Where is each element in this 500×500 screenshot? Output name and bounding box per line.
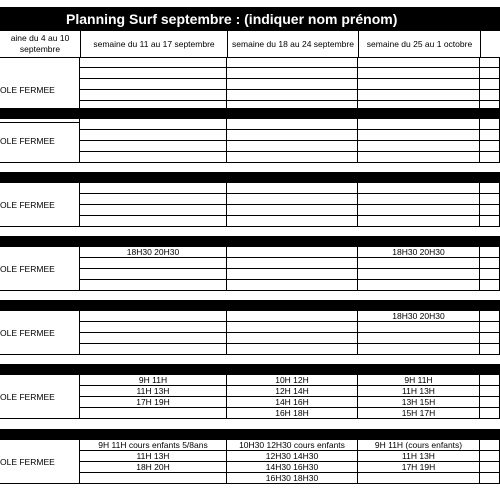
time-slot-cell[interactable]: 10H 12H [227,375,357,386]
time-slot-cell[interactable]: 9H 11H cours enfants 5/8ans [80,440,226,451]
time-slot-cell[interactable] [480,90,499,101]
time-slot-cell[interactable]: 18H30 20H30 [80,247,226,258]
time-slot-cell[interactable] [358,205,479,216]
time-slot-cell[interactable] [480,130,499,141]
time-slot-cell[interactable] [80,408,226,419]
time-slot-cell[interactable] [227,119,357,130]
time-slot-cell[interactable]: 15H 17H [358,408,479,419]
week-column [358,57,480,112]
day-block [0,108,500,163]
time-slot-cell[interactable] [480,473,499,484]
week-column [80,57,227,112]
day-separator-band [0,300,500,311]
week-header-row [0,31,500,58]
time-slot-cell[interactable] [80,311,226,322]
time-slot-cell[interactable] [480,375,499,386]
time-slot-cell[interactable] [227,130,357,141]
time-slot-cell[interactable] [480,194,499,205]
week-column [80,119,227,163]
time-slot-cell[interactable] [358,333,479,344]
time-slot-cell[interactable]: 11H 13H [358,451,479,462]
week-column [358,311,480,355]
time-slot-cell[interactable] [480,183,499,194]
week-column [480,311,500,355]
day-block [0,236,500,291]
week-column [227,311,358,355]
time-slot-cell[interactable]: 13H 15H [358,397,479,408]
week-header-1: aine du 4 au 10 septembre [10,33,70,54]
time-slot-cell[interactable]: 9H 11H [358,375,479,386]
time-slot-cell[interactable] [358,141,479,152]
day-separator-band [0,429,500,440]
time-slot-cell[interactable] [358,90,479,101]
time-slot-cell[interactable] [480,247,499,258]
day-block [0,300,500,355]
time-slot-cell[interactable]: 14H30 16H30 [227,462,357,473]
time-slot-cell[interactable] [480,258,499,269]
time-slot-cell[interactable] [480,344,499,355]
time-slot-cell[interactable] [358,130,479,141]
time-slot-cell[interactable] [480,141,499,152]
time-slot-cell[interactable] [358,269,479,280]
week-header-2: semaine du 11 au 17 septembre [80,31,227,57]
week-header-5 [480,31,500,57]
time-slot-cell[interactable] [480,119,499,130]
time-slot-cell[interactable] [227,205,357,216]
time-slot-cell[interactable] [358,473,479,484]
time-slot-cell[interactable] [480,451,499,462]
week-column [480,247,500,291]
time-slot-cell[interactable]: 18H30 20H30 [358,247,479,258]
time-slot-cell[interactable] [358,280,479,291]
week-column [227,440,358,484]
week-column [227,119,358,163]
week-column [80,440,227,484]
time-slot-cell[interactable] [227,194,357,205]
time-slot-cell[interactable]: 12H 14H [227,386,357,397]
time-slot-cell[interactable] [227,57,357,68]
time-slot-cell[interactable] [480,462,499,473]
time-slot-cell[interactable] [480,205,499,216]
week-header-3: semaine du 18 au 24 septembre [227,31,358,57]
time-slot-cell[interactable] [80,130,226,141]
week-column [80,183,227,227]
time-slot-cell[interactable] [358,322,479,333]
week-column [227,57,358,112]
school-closed-label: OLE FERMEE [0,247,80,291]
time-slot-cell[interactable] [480,322,499,333]
time-slot-cell[interactable] [80,205,226,216]
time-slot-cell[interactable] [80,280,226,291]
week-column [227,375,358,419]
week-column [80,311,227,355]
week-column [227,183,358,227]
time-slot-cell[interactable] [358,152,479,163]
time-slot-cell[interactable] [358,344,479,355]
time-slot-cell[interactable] [227,311,357,322]
time-slot-cell[interactable] [358,194,479,205]
time-slot-cell[interactable]: 16H30 18H30 [227,473,357,484]
time-slot-cell[interactable] [480,333,499,344]
time-slot-cell[interactable] [80,333,226,344]
time-slot-cell[interactable] [80,141,226,152]
time-slot-cell[interactable] [480,68,499,79]
time-slot-cell[interactable] [227,90,357,101]
time-slot-cell[interactable]: 11H 13H [80,386,226,397]
time-slot-cell[interactable] [227,216,357,227]
time-slot-cell[interactable]: 10H30 12H30 cours enfants [227,440,357,451]
time-slot-cell[interactable] [80,79,226,90]
time-slot-cell[interactable] [480,408,499,419]
time-slot-cell[interactable] [227,333,357,344]
week-column [358,440,480,484]
time-slot-cell[interactable] [80,269,226,280]
time-slot-cell[interactable]: 18H 20H [80,462,226,473]
time-slot-cell[interactable] [227,344,357,355]
time-slot-cell[interactable] [227,247,357,258]
day-block [0,172,500,227]
time-slot-cell[interactable]: 11H 13H [358,386,479,397]
time-slot-cell[interactable] [480,386,499,397]
school-closed-label: OLE FERMEE [0,440,80,484]
time-slot-cell[interactable] [227,280,357,291]
time-slot-cell[interactable]: 17H 19H [80,397,226,408]
time-slot-cell[interactable] [227,141,357,152]
week-column [227,247,358,291]
week-column [80,375,227,419]
week-column [480,375,500,419]
time-slot-cell[interactable] [227,68,357,79]
time-slot-cell[interactable]: 9H 11H (cours enfants) [358,440,479,451]
time-slot-cell[interactable] [80,322,226,333]
week-header-4: semaine du 25 au 1 octobre [358,31,480,57]
time-slot-cell[interactable] [80,473,226,484]
time-slot-cell[interactable] [227,183,357,194]
time-slot-cell[interactable] [80,194,226,205]
day-block [0,364,500,419]
time-slot-cell[interactable] [480,269,499,280]
day-separator-band [0,364,500,375]
day-separator-band [0,108,500,119]
week-column [480,119,500,163]
week-column [358,375,480,419]
time-slot-cell[interactable] [480,397,499,408]
time-slot-cell[interactable] [80,57,226,68]
time-slot-cell[interactable] [480,79,499,90]
time-slot-cell[interactable] [80,68,226,79]
time-slot-cell[interactable] [480,440,499,451]
time-slot-cell[interactable] [227,258,357,269]
school-closed-label: OLE FERMEE [0,57,80,123]
time-slot-cell[interactable] [358,119,479,130]
time-slot-cell[interactable] [358,57,479,68]
time-slot-cell[interactable]: 14H 16H [227,397,357,408]
time-slot-cell[interactable] [80,119,226,130]
day-separator-band [0,236,500,247]
time-slot-cell[interactable]: 18H30 20H30 [358,311,479,322]
time-slot-cell[interactable] [80,183,226,194]
time-slot-cell[interactable] [227,152,357,163]
time-slot-cell[interactable] [358,68,479,79]
time-slot-cell[interactable]: 12H30 14H30 [227,451,357,462]
week-column [480,440,500,484]
time-slot-cell[interactable] [480,152,499,163]
time-slot-cell[interactable] [227,79,357,90]
week-column [358,183,480,227]
time-slot-cell[interactable] [358,258,479,269]
time-slot-cell[interactable] [480,57,499,68]
day-separator-band [0,172,500,183]
time-slot-cell[interactable] [80,152,226,163]
time-slot-cell[interactable] [480,311,499,322]
school-closed-label: OLE FERMEE [0,311,80,355]
school-closed-label: OLE FERMEE [0,375,80,419]
time-slot-cell[interactable] [480,216,499,227]
time-slot-cell[interactable] [80,90,226,101]
week-column [80,247,227,291]
time-slot-cell[interactable] [80,344,226,355]
time-slot-cell[interactable]: 17H 19H [358,462,479,473]
week-column [480,183,500,227]
time-slot-cell[interactable] [80,258,226,269]
time-slot-cell[interactable]: 9H 11H [80,375,226,386]
school-closed-label: OLE FERMEE [0,183,80,227]
time-slot-cell[interactable] [358,79,479,90]
time-slot-cell[interactable] [358,183,479,194]
time-slot-cell[interactable]: 11H 13H [80,451,226,462]
week-column [358,119,480,163]
time-slot-cell[interactable] [80,216,226,227]
school-closed-label: OLE FERMEE [0,119,80,163]
time-slot-cell[interactable] [358,216,479,227]
time-slot-cell[interactable] [227,322,357,333]
time-slot-cell[interactable] [480,280,499,291]
week-column [358,247,480,291]
time-slot-cell[interactable] [227,269,357,280]
time-slot-cell[interactable]: 16H 18H [227,408,357,419]
day-block [0,429,500,484]
week-column [480,57,500,112]
page-title: Planning Surf septembre : (indiquer nom prénom) [0,7,500,31]
